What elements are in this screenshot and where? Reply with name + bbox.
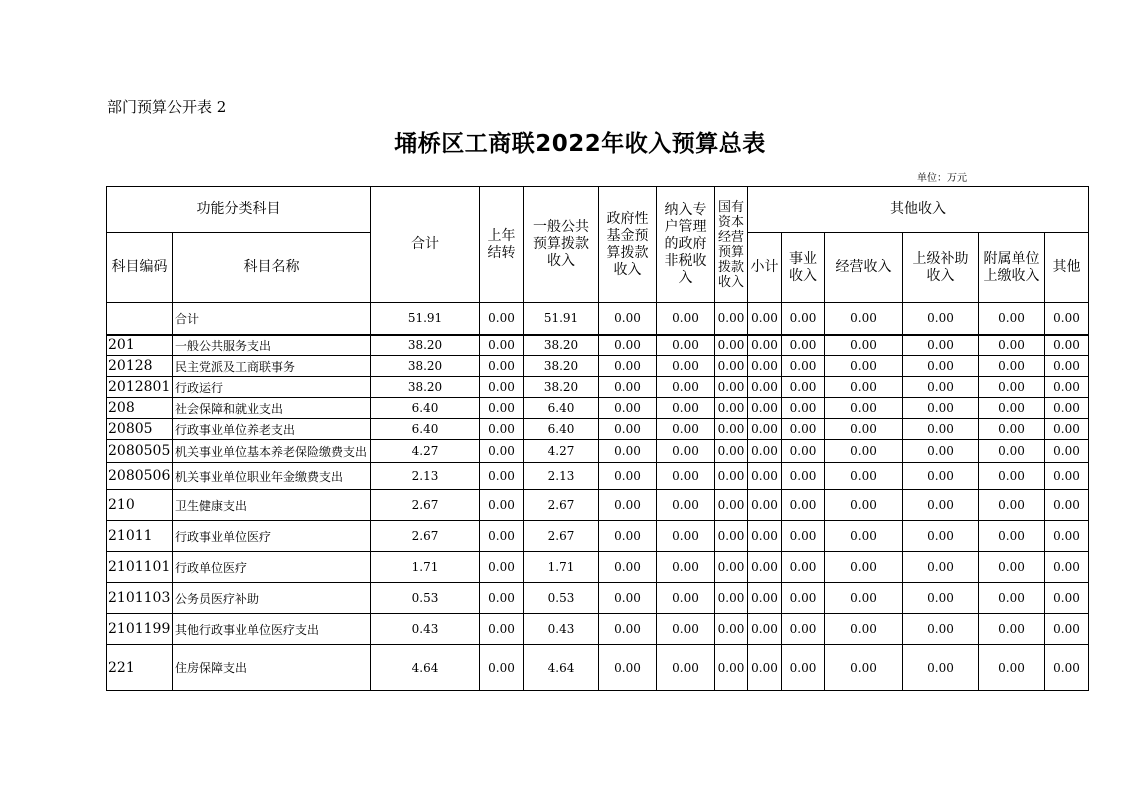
row-value: 0.00	[979, 521, 1045, 552]
row-value: 0.00	[599, 552, 657, 583]
row-code: 208	[107, 398, 173, 419]
header-subtotal: 小计	[748, 233, 782, 303]
row-value: 0.00	[748, 377, 782, 398]
row-name: 其他行政事业单位医疗支出	[173, 614, 371, 645]
row-value: 38.20	[524, 377, 599, 398]
table-row	[107, 303, 1089, 335]
row-value: 0.00	[825, 440, 903, 463]
row-value: 0.00	[825, 356, 903, 377]
row-value: 0.00	[748, 614, 782, 645]
row-value: 0.00	[782, 552, 825, 583]
row-value: 0.00	[480, 377, 524, 398]
row-value: 0.00	[903, 521, 979, 552]
row-value: 0.00	[748, 440, 782, 463]
row-value: 0.00	[782, 614, 825, 645]
row-value: 0.00	[715, 490, 748, 521]
row-value: 0.00	[715, 645, 748, 691]
row-value: 0.00	[715, 377, 748, 398]
row-value: 2.67	[524, 521, 599, 552]
row-value: 0.00	[748, 521, 782, 552]
row-value: 0.00	[903, 335, 979, 356]
row-value: 0.00	[782, 419, 825, 440]
row-value: 0.00	[903, 440, 979, 463]
row-value: 51.91	[524, 303, 599, 335]
header-general-text: 一般公共预算拨款收入	[533, 219, 589, 269]
table-row	[107, 440, 1089, 463]
row-value: 0.00	[599, 583, 657, 614]
header-code: 科目编码	[107, 233, 173, 303]
row-value: 0.00	[903, 303, 979, 335]
row-value: 0.00	[480, 440, 524, 463]
row-value: 0.00	[657, 645, 715, 691]
row-value: 0.00	[657, 614, 715, 645]
row-value: 0.00	[599, 335, 657, 356]
row-value: 0.00	[657, 335, 715, 356]
row-value: 0.00	[782, 377, 825, 398]
row-value: 0.00	[782, 521, 825, 552]
row-value: 0.43	[524, 614, 599, 645]
row-value: 0.00	[1045, 463, 1089, 490]
row-value: 0.00	[748, 303, 782, 335]
row-value: 38.20	[371, 356, 480, 377]
row-value: 0.00	[782, 490, 825, 521]
header-capital-text: 国有资本经营预算拨款收入	[717, 199, 744, 290]
row-value: 6.40	[524, 398, 599, 419]
row-value: 2.13	[524, 463, 599, 490]
row-value: 6.40	[371, 398, 480, 419]
row-value: 0.00	[825, 303, 903, 335]
header-affiliated-text: 附属单位上缴收入	[983, 250, 1040, 284]
row-value: 0.00	[979, 463, 1045, 490]
row-value: 0.00	[1045, 377, 1089, 398]
row-value: 0.00	[480, 614, 524, 645]
row-value: 0.00	[782, 440, 825, 463]
row-value: 38.20	[371, 335, 480, 356]
row-code: 20805	[107, 419, 173, 440]
row-value: 0.00	[825, 521, 903, 552]
row-value: 0.00	[782, 335, 825, 356]
row-value: 0.00	[979, 303, 1045, 335]
row-value: 38.20	[371, 377, 480, 398]
row-value: 0.00	[599, 521, 657, 552]
table-number-label: 部门预算公开表 2	[107, 98, 227, 116]
row-value: 0.00	[825, 583, 903, 614]
row-value: 38.20	[524, 335, 599, 356]
row-value: 0.00	[599, 614, 657, 645]
header-func-class: 功能分类科目	[107, 187, 371, 233]
row-value: 2.67	[524, 490, 599, 521]
row-value: 0.00	[979, 552, 1045, 583]
row-value: 0.00	[480, 335, 524, 356]
row-value: 0.00	[1045, 356, 1089, 377]
row-value: 0.00	[748, 552, 782, 583]
row-code: 20128	[107, 356, 173, 377]
header-name: 科目名称	[173, 233, 371, 303]
row-value: 2.67	[371, 521, 480, 552]
row-value: 2.13	[371, 463, 480, 490]
table-row	[107, 335, 1089, 356]
row-value: 0.00	[599, 490, 657, 521]
row-value: 0.00	[903, 583, 979, 614]
row-code: 201	[107, 335, 173, 356]
row-value: 0.00	[599, 419, 657, 440]
header-superior	[903, 233, 979, 303]
row-value: 0.00	[715, 583, 748, 614]
header-carryover	[480, 187, 524, 303]
row-value: 0.00	[480, 490, 524, 521]
row-value: 51.91	[371, 303, 480, 335]
row-value: 0.00	[825, 419, 903, 440]
row-value: 0.00	[657, 490, 715, 521]
row-value: 0.00	[657, 377, 715, 398]
row-value: 6.40	[524, 419, 599, 440]
table-row	[107, 645, 1089, 691]
row-value: 0.00	[825, 614, 903, 645]
row-code	[107, 303, 173, 335]
table-row	[107, 377, 1089, 398]
row-value: 0.00	[979, 398, 1045, 419]
row-value: 0.00	[748, 490, 782, 521]
row-value: 0.00	[657, 463, 715, 490]
row-value: 0.00	[715, 463, 748, 490]
header-fiscal	[657, 187, 715, 303]
budget-table	[106, 186, 1089, 691]
row-name: 机关事业单位职业年金缴费支出	[173, 463, 371, 490]
row-value: 0.00	[748, 583, 782, 614]
table-row	[107, 614, 1089, 645]
row-value: 0.00	[480, 303, 524, 335]
row-value: 0.00	[1045, 614, 1089, 645]
row-value: 0.00	[657, 398, 715, 419]
row-value: 0.00	[657, 419, 715, 440]
row-value: 0.00	[715, 356, 748, 377]
row-value: 0.00	[979, 645, 1045, 691]
row-value: 0.00	[1045, 440, 1089, 463]
row-value: 0.00	[979, 490, 1045, 521]
row-value: 0.00	[480, 356, 524, 377]
row-value: 1.71	[524, 552, 599, 583]
row-code: 2080506	[107, 463, 173, 490]
header-capital	[715, 187, 748, 303]
header-business	[782, 233, 825, 303]
row-value: 0.00	[748, 419, 782, 440]
header-misc: 其他	[1045, 233, 1089, 303]
table-row	[107, 398, 1089, 419]
row-name: 社会保障和就业支出	[173, 398, 371, 419]
row-value: 0.00	[599, 440, 657, 463]
header-affiliated	[979, 233, 1045, 303]
row-value: 0.00	[657, 440, 715, 463]
row-value: 0.00	[782, 463, 825, 490]
row-value: 0.00	[715, 521, 748, 552]
row-value: 0.00	[979, 440, 1045, 463]
row-value: 0.00	[715, 398, 748, 419]
row-value: 0.00	[748, 398, 782, 419]
row-value: 0.00	[657, 552, 715, 583]
row-code: 221	[107, 645, 173, 691]
row-value: 0.00	[599, 356, 657, 377]
row-value: 0.00	[1045, 583, 1089, 614]
row-value: 0.00	[825, 377, 903, 398]
row-value: 0.00	[657, 356, 715, 377]
row-code: 2101101	[107, 552, 173, 583]
row-value: 2.67	[371, 490, 480, 521]
row-value: 1.71	[371, 552, 480, 583]
row-value: 0.00	[657, 521, 715, 552]
table-row	[107, 463, 1089, 490]
row-code: 21011	[107, 521, 173, 552]
row-value: 0.00	[979, 356, 1045, 377]
page-title: 埇桥区工商联2022年收入预算总表	[394, 131, 766, 157]
row-code: 210	[107, 490, 173, 521]
row-value: 0.00	[748, 335, 782, 356]
row-value: 0.00	[715, 614, 748, 645]
row-name: 行政事业单位养老支出	[173, 419, 371, 440]
row-value: 0.00	[715, 335, 748, 356]
row-value: 0.53	[524, 583, 599, 614]
row-value: 0.00	[657, 583, 715, 614]
row-name: 民主党派及工商联事务	[173, 356, 371, 377]
row-name: 机关事业单位基本养老保险缴费支出	[173, 440, 371, 463]
row-value: 0.00	[979, 614, 1045, 645]
row-code: 2080505	[107, 440, 173, 463]
header-total: 合计	[371, 187, 480, 303]
row-value: 0.53	[371, 583, 480, 614]
row-value: 0.00	[979, 583, 1045, 614]
row-value: 0.00	[480, 583, 524, 614]
table-row	[107, 490, 1089, 521]
row-value: 0.00	[480, 521, 524, 552]
row-value: 4.27	[371, 440, 480, 463]
row-value: 0.00	[480, 463, 524, 490]
row-value: 0.00	[825, 335, 903, 356]
unit-label: 单位：万元	[917, 173, 967, 184]
row-value: 0.00	[480, 398, 524, 419]
row-value: 0.00	[903, 614, 979, 645]
row-value: 4.64	[524, 645, 599, 691]
row-value: 0.00	[903, 552, 979, 583]
row-value: 0.00	[782, 356, 825, 377]
table-row	[107, 356, 1089, 377]
row-code: 2101103	[107, 583, 173, 614]
row-value: 0.00	[825, 463, 903, 490]
row-name: 一般公共服务支出	[173, 335, 371, 356]
row-name: 住房保障支出	[173, 645, 371, 691]
row-name: 行政单位医疗	[173, 552, 371, 583]
row-value: 0.00	[657, 303, 715, 335]
row-code: 2012801	[107, 377, 173, 398]
row-value: 0.00	[979, 419, 1045, 440]
row-value: 0.00	[903, 377, 979, 398]
row-value: 0.00	[1045, 335, 1089, 356]
row-value: 0.00	[903, 490, 979, 521]
row-value: 0.00	[599, 398, 657, 419]
header-carryover-text: 上年结转	[487, 227, 516, 261]
header-operating: 经营收入	[825, 233, 903, 303]
row-value: 0.00	[1045, 521, 1089, 552]
row-value: 0.00	[979, 377, 1045, 398]
row-value: 6.40	[371, 419, 480, 440]
table-row	[107, 521, 1089, 552]
row-value: 4.64	[371, 645, 480, 691]
row-value: 0.00	[715, 440, 748, 463]
row-value: 0.00	[782, 583, 825, 614]
row-value: 0.00	[903, 419, 979, 440]
row-value: 0.00	[825, 552, 903, 583]
row-value: 0.00	[715, 303, 748, 335]
row-value: 0.00	[748, 463, 782, 490]
table-body	[107, 303, 1089, 691]
row-value: 0.00	[599, 463, 657, 490]
row-value: 0.00	[1045, 645, 1089, 691]
row-value: 4.27	[524, 440, 599, 463]
header-business-text: 事业收入	[789, 250, 817, 284]
row-value: 0.00	[1045, 552, 1089, 583]
row-value: 0.43	[371, 614, 480, 645]
header-general	[524, 187, 599, 303]
row-value: 0.00	[825, 398, 903, 419]
row-value: 0.00	[599, 377, 657, 398]
row-value: 0.00	[903, 645, 979, 691]
row-value: 0.00	[748, 356, 782, 377]
table-row	[107, 583, 1089, 614]
row-value: 0.00	[480, 419, 524, 440]
row-value: 0.00	[979, 335, 1045, 356]
header-fund-text: 政府性基金预算拨款收入	[606, 210, 649, 278]
row-value: 0.00	[599, 645, 657, 691]
row-value: 0.00	[715, 419, 748, 440]
row-code: 2101199	[107, 614, 173, 645]
row-value: 0.00	[825, 645, 903, 691]
row-name: 行政事业单位医疗	[173, 521, 371, 552]
header-superior-text: 上级补助收入	[912, 250, 969, 284]
row-value: 0.00	[782, 398, 825, 419]
header-other: 其他收入	[748, 187, 1089, 233]
row-value: 0.00	[782, 303, 825, 335]
row-name: 卫生健康支出	[173, 490, 371, 521]
row-value: 0.00	[1045, 398, 1089, 419]
row-value: 0.00	[825, 490, 903, 521]
row-value: 0.00	[782, 645, 825, 691]
row-value: 0.00	[599, 303, 657, 335]
row-value: 0.00	[748, 645, 782, 691]
row-value: 0.00	[480, 552, 524, 583]
header-fiscal-text: 纳入专户管理的政府非税收入	[664, 202, 707, 286]
row-value: 0.00	[1045, 490, 1089, 521]
table-row	[107, 552, 1089, 583]
row-value: 0.00	[480, 645, 524, 691]
row-value: 0.00	[903, 356, 979, 377]
row-value: 0.00	[903, 463, 979, 490]
row-name: 行政运行	[173, 377, 371, 398]
header-fund	[599, 187, 657, 303]
row-value: 38.20	[524, 356, 599, 377]
row-value: 0.00	[1045, 419, 1089, 440]
row-value: 0.00	[715, 552, 748, 583]
table-row	[107, 419, 1089, 440]
row-name: 公务员医疗补助	[173, 583, 371, 614]
row-value: 0.00	[903, 398, 979, 419]
row-name: 合计	[173, 303, 371, 335]
row-value: 0.00	[1045, 303, 1089, 335]
